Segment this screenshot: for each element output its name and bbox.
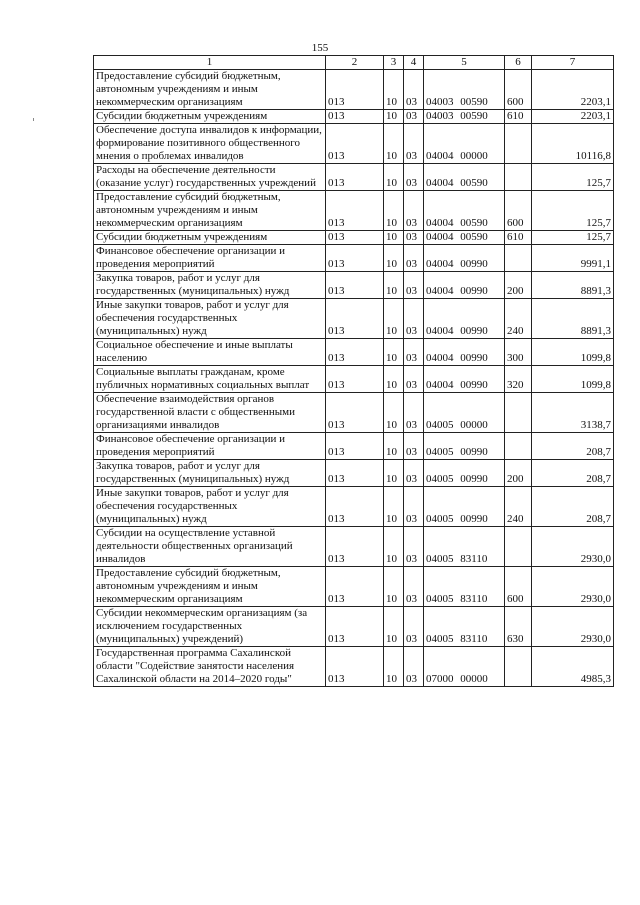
column-header: 3 (384, 56, 404, 70)
expense-type-cell: 320 (505, 366, 532, 393)
section-code-cell: 10 (384, 647, 404, 687)
row-name-cell: Предоставление субсидий бюджетным, автономным учреждениям и иным некоммерческим организациям (94, 567, 326, 607)
table-row (94, 487, 614, 527)
row-name-cell: Субсидии бюджетным учреждениям (94, 110, 326, 124)
row-name-cell: Иные закупки товаров, работ и услуг для обеспечения государственных (муниципальных) нужд (94, 299, 326, 339)
grbs-code-cell: 013 (326, 164, 384, 191)
section-code-cell: 10 (384, 164, 404, 191)
expense-type-cell: 240 (505, 487, 532, 527)
target-article-cell: 07000 00000 (424, 647, 505, 687)
amount-cell: 1099,8 (532, 339, 614, 366)
subsection-code-cell: 03 (404, 70, 424, 110)
subsection-code-cell: 03 (404, 191, 424, 231)
row-name-cell: Государственная программа Сахалинской области "Содействие занятости населения Сахалинской области на 2014–2020 годы" (94, 647, 326, 687)
amount-cell: 2930,0 (532, 527, 614, 567)
section-code-cell: 10 (384, 366, 404, 393)
grbs-code-cell: 013 (326, 339, 384, 366)
target-article-cell: 04005 00990 (424, 460, 505, 487)
subsection-code-cell: 03 (404, 647, 424, 687)
grbs-code-cell: 013 (326, 272, 384, 299)
amount-cell: 208,7 (532, 487, 614, 527)
row-name-cell: Предоставление субсидий бюджетным, автономным учреждениям и иным некоммерческим организациям (94, 191, 326, 231)
subsection-code-cell: 03 (404, 339, 424, 366)
subsection-code-cell: 03 (404, 460, 424, 487)
target-article-cell: 04003 00590 (424, 70, 505, 110)
expense-type-cell (505, 164, 532, 191)
section-code-cell: 10 (384, 607, 404, 647)
amount-cell: 3138,7 (532, 393, 614, 433)
expense-type-cell (505, 393, 532, 433)
section-code-cell: 10 (384, 393, 404, 433)
section-code-cell: 10 (384, 245, 404, 272)
subsection-code-cell: 03 (404, 433, 424, 460)
amount-cell: 125,7 (532, 164, 614, 191)
grbs-code-cell: 013 (326, 460, 384, 487)
table-row (94, 191, 614, 231)
expense-type-cell (505, 527, 532, 567)
amount-cell: 8891,3 (532, 299, 614, 339)
amount-cell: 125,7 (532, 191, 614, 231)
grbs-code-cell: 013 (326, 366, 384, 393)
section-code-cell: 10 (384, 487, 404, 527)
amount-cell: 10116,8 (532, 124, 614, 164)
amount-cell: 2203,1 (532, 70, 614, 110)
row-name-cell: Субсидии на осуществление уставной деятельности общественных организаций инвалидов (94, 527, 326, 567)
target-article-cell: 04005 83110 (424, 607, 505, 647)
section-code-cell: 10 (384, 272, 404, 299)
header-row (94, 56, 614, 70)
amount-cell: 1099,8 (532, 366, 614, 393)
grbs-code-cell: 013 (326, 487, 384, 527)
subsection-code-cell: 03 (404, 299, 424, 339)
row-name-cell: Обеспечение доступа инвалидов к информации, формирование позитивного общественного мнения о проблемах инвалидов (94, 124, 326, 164)
table-row (94, 647, 614, 687)
grbs-code-cell: 013 (326, 393, 384, 433)
target-article-cell: 04005 00990 (424, 487, 505, 527)
row-name-cell: Социальные выплаты гражданам, кроме публичных нормативных социальных выплат (94, 366, 326, 393)
table-row (94, 433, 614, 460)
target-article-cell: 04004 00990 (424, 339, 505, 366)
table-body (94, 70, 614, 687)
amount-cell: 125,7 (532, 231, 614, 245)
table-row (94, 460, 614, 487)
row-name-cell: Финансовое обеспечение организации и проведения мероприятий (94, 245, 326, 272)
subsection-code-cell: 03 (404, 393, 424, 433)
amount-cell: 208,7 (532, 460, 614, 487)
subsection-code-cell: 03 (404, 110, 424, 124)
grbs-code-cell: 013 (326, 70, 384, 110)
target-article-cell: 04004 00000 (424, 124, 505, 164)
scan-speck (33, 118, 34, 121)
grbs-code-cell: 013 (326, 647, 384, 687)
table-row (94, 607, 614, 647)
section-code-cell: 10 (384, 567, 404, 607)
expense-type-cell (505, 433, 532, 460)
column-header: 4 (404, 56, 424, 70)
expense-type-cell: 610 (505, 231, 532, 245)
grbs-code-cell: 013 (326, 245, 384, 272)
table-row (94, 366, 614, 393)
amount-cell: 9991,1 (532, 245, 614, 272)
row-name-cell: Расходы на обеспечение деятельности (оказание услуг) государственных учреждений (94, 164, 326, 191)
page-number: 155 (311, 42, 329, 54)
subsection-code-cell: 03 (404, 231, 424, 245)
expense-type-cell: 300 (505, 339, 532, 366)
expense-type-cell: 600 (505, 567, 532, 607)
expense-type-cell: 200 (505, 460, 532, 487)
table-row (94, 339, 614, 366)
table-row (94, 567, 614, 607)
section-code-cell: 10 (384, 191, 404, 231)
section-code-cell: 10 (384, 231, 404, 245)
grbs-code-cell: 013 (326, 191, 384, 231)
row-name-cell: Социальное обеспечение и иные выплаты населению (94, 339, 326, 366)
subsection-code-cell: 03 (404, 567, 424, 607)
expense-type-cell: 600 (505, 70, 532, 110)
grbs-code-cell: 013 (326, 110, 384, 124)
target-article-cell: 04004 00590 (424, 164, 505, 191)
amount-cell: 8891,3 (532, 272, 614, 299)
amount-cell: 2203,1 (532, 110, 614, 124)
grbs-code-cell: 013 (326, 231, 384, 245)
subsection-code-cell: 03 (404, 164, 424, 191)
expense-type-cell: 240 (505, 299, 532, 339)
expense-type-cell: 630 (505, 607, 532, 647)
target-article-cell: 04004 00990 (424, 272, 505, 299)
amount-cell: 4985,3 (532, 647, 614, 687)
row-name-cell: Субсидии некоммерческим организациям (за исключением государственных (муниципальных) учреждений) (94, 607, 326, 647)
target-article-cell: 04004 00990 (424, 366, 505, 393)
table-row (94, 124, 614, 164)
column-header: 6 (505, 56, 532, 70)
grbs-code-cell: 013 (326, 527, 384, 567)
expense-type-cell (505, 647, 532, 687)
target-article-cell: 04004 00990 (424, 299, 505, 339)
subsection-code-cell: 03 (404, 124, 424, 164)
target-article-cell: 04005 83110 (424, 567, 505, 607)
target-article-cell: 04003 00590 (424, 110, 505, 124)
column-header: 7 (532, 56, 614, 70)
table-row (94, 110, 614, 124)
target-article-cell: 04005 00000 (424, 393, 505, 433)
section-code-cell: 10 (384, 433, 404, 460)
table-row (94, 245, 614, 272)
section-code-cell: 10 (384, 110, 404, 124)
amount-cell: 208,7 (532, 433, 614, 460)
grbs-code-cell: 013 (326, 433, 384, 460)
table-row (94, 231, 614, 245)
section-code-cell: 10 (384, 70, 404, 110)
grbs-code-cell: 013 (326, 124, 384, 164)
amount-cell: 2930,0 (532, 567, 614, 607)
row-name-cell: Предоставление субсидий бюджетным, автономным учреждениям и иным некоммерческим организациям (94, 70, 326, 110)
row-name-cell: Субсидии бюджетным учреждениям (94, 231, 326, 245)
table-row (94, 393, 614, 433)
target-article-cell: 04005 00990 (424, 433, 505, 460)
table-header (94, 56, 614, 70)
expense-type-cell: 600 (505, 191, 532, 231)
amount-cell: 2930,0 (532, 607, 614, 647)
section-code-cell: 10 (384, 460, 404, 487)
section-code-cell: 10 (384, 124, 404, 164)
section-code-cell: 10 (384, 527, 404, 567)
column-header: 5 (424, 56, 505, 70)
expense-type-cell (505, 245, 532, 272)
row-name-cell: Закупка товаров, работ и услуг для государственных (муниципальных) нужд (94, 272, 326, 299)
target-article-cell: 04004 00590 (424, 231, 505, 245)
table-row (94, 299, 614, 339)
row-name-cell: Закупка товаров, работ и услуг для государственных (муниципальных) нужд (94, 460, 326, 487)
column-header: 1 (94, 56, 326, 70)
column-header: 2 (326, 56, 384, 70)
grbs-code-cell: 013 (326, 299, 384, 339)
table-row (94, 70, 614, 110)
target-article-cell: 04005 83110 (424, 527, 505, 567)
section-code-cell: 10 (384, 339, 404, 366)
subsection-code-cell: 03 (404, 272, 424, 299)
grbs-code-cell: 013 (326, 607, 384, 647)
subsection-code-cell: 03 (404, 487, 424, 527)
section-code-cell: 10 (384, 299, 404, 339)
budget-table (93, 55, 614, 687)
table-row (94, 527, 614, 567)
expense-type-cell: 610 (505, 110, 532, 124)
table-row (94, 272, 614, 299)
subsection-code-cell: 03 (404, 245, 424, 272)
target-article-cell: 04004 00590 (424, 191, 505, 231)
table-row (94, 164, 614, 191)
subsection-code-cell: 03 (404, 527, 424, 567)
row-name-cell: Иные закупки товаров, работ и услуг для обеспечения государственных (муниципальных) нужд (94, 487, 326, 527)
row-name-cell: Финансовое обеспечение организации и проведения мероприятий (94, 433, 326, 460)
row-name-cell: Обеспечение взаимодействия органов государственной власти с общественными организациями инвалидов (94, 393, 326, 433)
subsection-code-cell: 03 (404, 366, 424, 393)
subsection-code-cell: 03 (404, 607, 424, 647)
target-article-cell: 04004 00990 (424, 245, 505, 272)
grbs-code-cell: 013 (326, 567, 384, 607)
expense-type-cell: 200 (505, 272, 532, 299)
expense-type-cell (505, 124, 532, 164)
